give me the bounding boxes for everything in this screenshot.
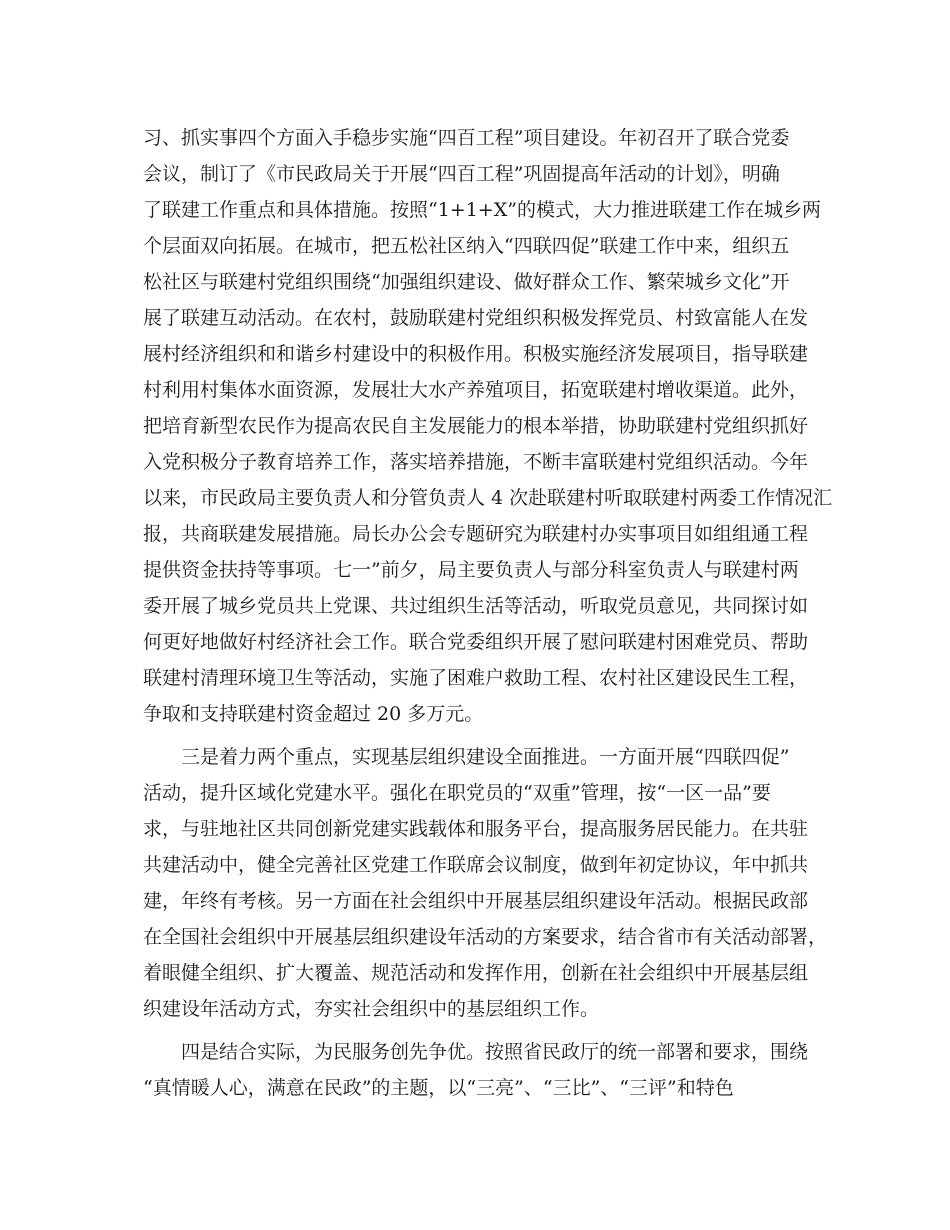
text-line: 求，与驻地社区共同创新党建实践载体和服务平台，提高服务居民能力。在共驻 — [143, 818, 809, 840]
text-line: 会议，制订了《市民政局关于开展“四百工程”巩固提高年活动的计划》，明确 — [143, 163, 780, 185]
text-line: 个层面双向拓展。在城市，把五松社区纳入“四联四促”联建工作中来，组织五 — [143, 235, 790, 257]
text-line: 着眼健全组织、扩大覆盖、规范活动和发挥作用，创新在社会组织中开展基层组 — [143, 962, 809, 984]
text-line: “真情暖人心，满意在民政”的主题，以“三亮”、“三比”、“三评”和特色 — [143, 1077, 734, 1099]
text-line: 争取和支持联建村资金超过 20 多万元。 — [143, 703, 484, 725]
text-line: 展村经济组织和和谐乡村建设中的积极作用。积极实施经济发展项目，指导联建 — [143, 343, 809, 365]
text-line: 报，共商联建发展措施。局长办公会专题研究为联建村办实事项目如组组通工程 — [143, 523, 809, 545]
text-line: 委开展了城乡党员共上党课、共过组织生活等活动，听取党员意见，共同探讨如 — [143, 595, 809, 617]
text-line: 把培育新型农民作为提高农民自主发展能力的根本举措，协助联建村党组织抓好 — [143, 415, 809, 437]
document-body — [143, 120, 833, 1113]
text-line: 村利用村集体水面资源，发展壮大水产养殖项目，拓宽联建村增收渠道。此外， — [143, 379, 809, 401]
text-line: 四是结合实际，为民服务创先争优。按照省民政厅的统一部署和要求，围绕 — [181, 1041, 809, 1063]
text-line: 以来，市民政局主要负责人和分管负责人 4 次赴联建村听取联建村两委工作情况汇 — [143, 487, 833, 509]
paragraph-3 — [143, 1034, 813, 1106]
text-line: 何更好地做好村经济社会工作。联合党委组织开展了慰问联建村困难党员、帮助 — [143, 631, 809, 653]
text-line: 共建活动中，健全完善社区党建工作联席会议制度，做到年初定协议，年中抓共 — [143, 854, 809, 876]
text-line: 松社区与联建村党组织围绕“加强组织建设、做好群众工作、繁荣城乡文化”开 — [143, 271, 790, 293]
text-line: 活动，提升区域化党建水平。强化在职党员的“双重”管理，按“一区一品”要 — [143, 782, 771, 804]
text-line: 了联建工作重点和具体措施。按照“1+1+X”的模式，大力推进联建工作在城乡两 — [143, 199, 821, 221]
paragraph-1 — [143, 120, 833, 732]
text-line: 建，年终有考核。另一方面在社会组织中开展基层组织建设年活动。根据民政部 — [143, 890, 809, 912]
text-line: 展了联建互动活动。在农村，鼓励联建村党组织积极发挥党员、村致富能人在发 — [143, 307, 809, 329]
text-line: 联建村清理环境卫生等活动，实施了困难户救助工程、农村社区建设民生工程， — [143, 667, 809, 689]
text-line: 习、抓实事四个方面入手稳步实施“四百工程”项目建设。年初召开了联合党委 — [143, 127, 790, 149]
paragraph-2 — [143, 739, 828, 1027]
text-line: 入党积极分子教育培养工作，落实培养措施，不断丰富联建村党组织活动。今年 — [143, 451, 809, 473]
text-line: 织建设年活动方式，夯实社会组织中的基层组织工作。 — [143, 998, 600, 1020]
text-line: 三是着力两个重点，实现基层组织建设全面推进。一方面开展“四联四促” — [181, 746, 790, 768]
text-line: 在全国社会组织中开展基层组织建设年活动的方案要求，结合省市有关活动部署， — [143, 926, 828, 948]
text-line: 提供资金扶持等事项。七一”前夕，局主要负责人与部分科室负责人与联建村两 — [143, 559, 799, 581]
